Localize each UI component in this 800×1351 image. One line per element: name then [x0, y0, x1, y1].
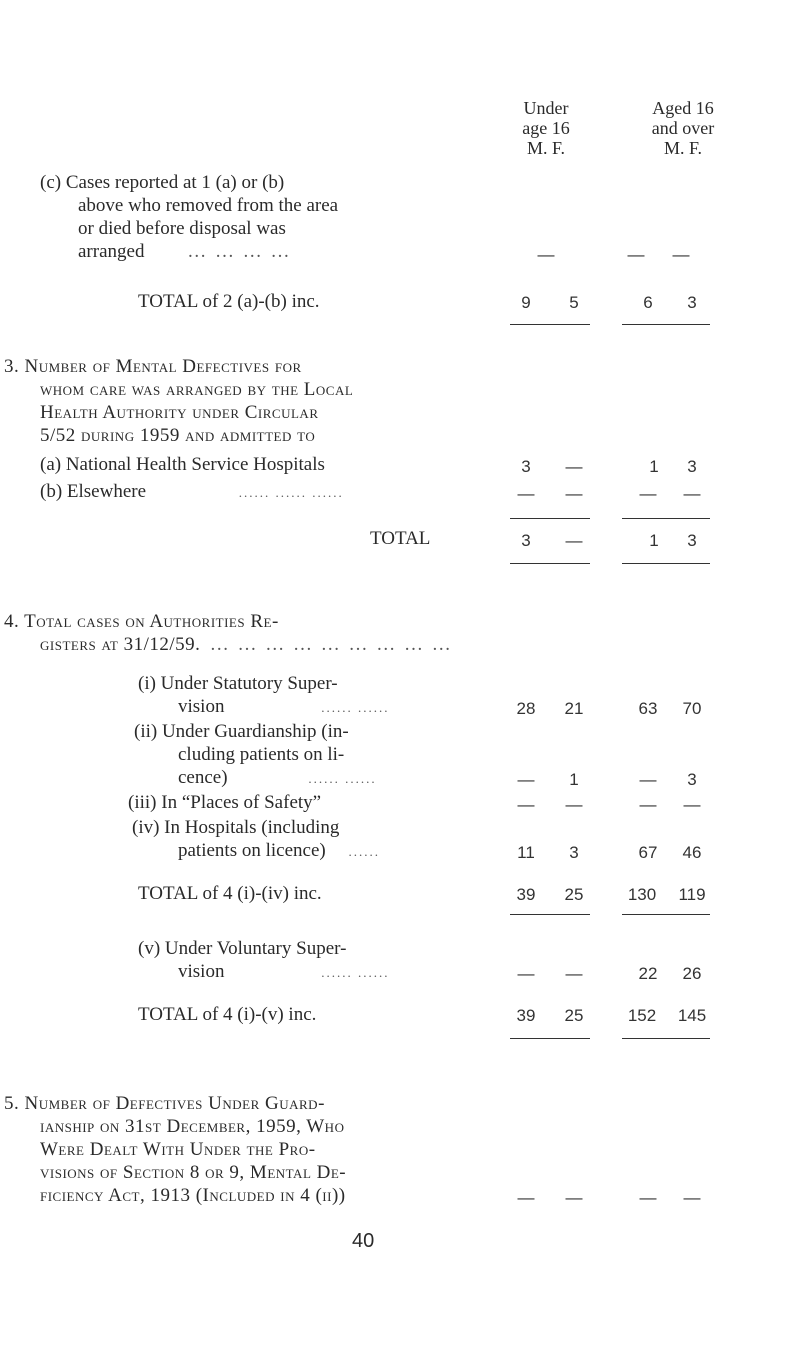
s4-v-aged-m: 22: [638, 964, 658, 983]
s4-i-aged-f: 70: [682, 699, 702, 718]
c-value-1: —: [537, 245, 555, 264]
s4-total-iv-label: TOTAL of 4 (i)-(iv) inc.: [138, 883, 322, 904]
page-number: 40: [352, 1230, 375, 1252]
s4-total-v-aged-f: 145: [677, 1006, 707, 1025]
s4-total-v-under-m: 39: [516, 1006, 536, 1025]
s4-iv-aged-f: 46: [682, 843, 702, 862]
c-value-3: —: [672, 245, 690, 264]
s4-total-iv-under-f: 25: [564, 885, 584, 904]
col-under-16-line2: age 16: [522, 118, 570, 138]
s4-ii-aged-f: 3: [687, 770, 697, 789]
s3-total-label: TOTAL: [370, 528, 431, 549]
s3-a-under-f: —: [565, 457, 583, 476]
col-aged-16-line1: Aged 16: [652, 98, 714, 118]
s4-v-line2-text: vision: [178, 961, 225, 982]
s3-total-aged-m: 1: [649, 531, 659, 550]
s4-iv-aged-m: 67: [638, 843, 658, 862]
s4-v-under-f: —: [565, 964, 583, 983]
c-line3: or died before disposal was: [78, 218, 286, 239]
s4-v-under-m: —: [517, 964, 535, 983]
s4-iv-line1: (iv) In Hospitals (including: [132, 817, 340, 838]
s5-under-f: —: [565, 1188, 583, 1207]
s4-iii-label: (iii) In “Places of Safety”: [128, 792, 322, 813]
s4-total-v-label: TOTAL of 4 (i)-(v) inc.: [138, 1004, 317, 1025]
s4-i-dots: ...... ......: [321, 700, 390, 715]
s4-iv-line2: [178, 840, 380, 863]
s4-iii-aged-m: —: [639, 795, 657, 814]
s3-a-aged-m: 1: [649, 457, 659, 476]
s3-b-aged-f: —: [683, 484, 701, 503]
s4-i-line2: [178, 696, 389, 719]
col-aged-16-mf: M. F.: [663, 138, 703, 158]
s3-total-aged-f: 3: [687, 531, 697, 550]
s4-iii-under-m: —: [517, 795, 535, 814]
s4-iv-dots: ......: [348, 844, 380, 859]
s4-v-line2: [178, 961, 389, 984]
s3-b-row: [40, 481, 344, 504]
s4-total-iv-aged-f: 119: [678, 885, 706, 904]
total-2-aged-m: 6: [643, 293, 653, 312]
s4-line1: 4. Total cases on Authorities Re-: [4, 611, 279, 632]
s4-total-v-under-f: 25: [564, 1006, 584, 1025]
c-line2: above who removed from the area: [78, 195, 339, 216]
s4-v-aged-f: 26: [682, 964, 702, 983]
s5-line1: 5. Number of Defectives Under Guard-: [4, 1093, 325, 1114]
s4-ii-under-f: 1: [569, 770, 579, 789]
c-dots: … … … …: [187, 241, 292, 262]
s3-rule-top-left: [510, 518, 590, 519]
s4-ii-line2: cluding patients on li-: [178, 744, 345, 765]
col-under-16-mf: M. F.: [526, 138, 566, 158]
s4-i-line1: (i) Under Statutory Super-: [138, 673, 338, 694]
s4-ii-aged-m: —: [639, 770, 657, 789]
s4-i-line2-text: vision: [178, 696, 225, 717]
s3-line3: Health Authority under Circular: [40, 402, 319, 423]
total-2-under-f: 5: [569, 293, 579, 312]
total-2-rule-right: [622, 324, 710, 325]
s3-line4: 5/52 during 1959 and admitted to: [40, 425, 316, 446]
s3-rule-bottom-right: [622, 563, 710, 564]
s3-b-aged-m: —: [639, 484, 657, 503]
s4-total-iv-aged-m: 130: [627, 885, 657, 904]
s4-line2: [40, 634, 453, 656]
s3-a-aged-f: 3: [687, 457, 697, 476]
s3-a-under-m: 3: [521, 457, 531, 476]
s4-iv-under-m: 11: [517, 843, 535, 862]
s3-b-under-f: —: [565, 484, 583, 503]
s5-line2: ianship on 31st December, 1959, Who: [40, 1116, 345, 1137]
s4-line2-text: gisters at 31/12/59.: [40, 634, 201, 655]
s4-iv-line2-text: patients on licence): [178, 840, 326, 861]
s4-ii-dots: ...... ......: [308, 771, 377, 786]
c-line4: [78, 241, 291, 263]
s4-total-v-rule-left: [510, 1038, 590, 1039]
c-line4-text: arranged: [78, 241, 145, 262]
s4-i-under-m: 28: [516, 699, 536, 718]
s5-line3: Were Dealt With Under the Pro-: [40, 1139, 316, 1160]
s5-under-m: —: [517, 1188, 535, 1207]
c-line1: (c) Cases reported at 1 (a) or (b): [40, 172, 285, 193]
s3-line2: whom care was arranged by the Local: [40, 379, 354, 400]
s4-total-v-aged-m: 152: [627, 1006, 657, 1025]
total-2-under-m: 9: [521, 293, 531, 312]
s4-total-iv-rule-left: [510, 914, 590, 915]
s4-total-v-rule-right: [622, 1038, 710, 1039]
s4-iii-aged-f: —: [683, 795, 701, 814]
col-under-16-line1: Under: [523, 98, 569, 118]
col-under-16-header: [510, 98, 582, 158]
s4-v-line1: (v) Under Voluntary Super-: [138, 938, 347, 959]
s4-line2-dots: … … … … … … … … …: [209, 634, 453, 655]
s4-i-aged-m: 63: [638, 699, 658, 718]
total-2-aged-f: 3: [687, 293, 697, 312]
s3-b-label: (b) Elsewhere: [40, 481, 147, 502]
s4-total-iv-under-m: 39: [516, 885, 536, 904]
s5-aged-f: —: [683, 1188, 701, 1207]
col-aged-16-header: [628, 98, 738, 158]
s5-line5: ficiency Act, 1913 (Included in 4 (ii)): [40, 1185, 346, 1206]
s3-rule-bottom-left: [510, 563, 590, 564]
s3-b-dots: ...... ...... ......: [238, 485, 344, 500]
s4-v-dots: ...... ......: [321, 965, 390, 980]
s3-rule-top-right: [622, 518, 710, 519]
s4-i-under-f: 21: [564, 699, 584, 718]
s3-line1: 3. Number of Mental Defectives for: [4, 356, 302, 377]
s4-iii-under-f: —: [565, 795, 583, 814]
c-value-2: —: [627, 245, 645, 264]
s4-ii-line1: (ii) Under Guardianship (in-: [134, 721, 349, 742]
s3-a-label: (a) National Health Service Hospitals: [40, 454, 325, 475]
s4-ii-under-m: —: [517, 770, 535, 789]
total-2-rule-left: [510, 324, 590, 325]
s4-ii-line3-text: cence): [178, 767, 228, 788]
s4-iv-under-f: 3: [569, 843, 579, 862]
s4-total-iv-rule-right: [622, 914, 710, 915]
s3-total-under-m: 3: [521, 531, 531, 550]
s3-total-under-f: —: [565, 531, 583, 550]
total-2-label: TOTAL of 2 (a)-(b) inc.: [138, 291, 320, 312]
s5-aged-m: —: [639, 1188, 657, 1207]
s3-b-under-m: —: [517, 484, 535, 503]
s5-line4: visions of Section 8 or 9, Mental De-: [40, 1162, 347, 1183]
s4-ii-line3: [178, 767, 377, 790]
col-aged-16-line2: and over: [651, 118, 715, 138]
